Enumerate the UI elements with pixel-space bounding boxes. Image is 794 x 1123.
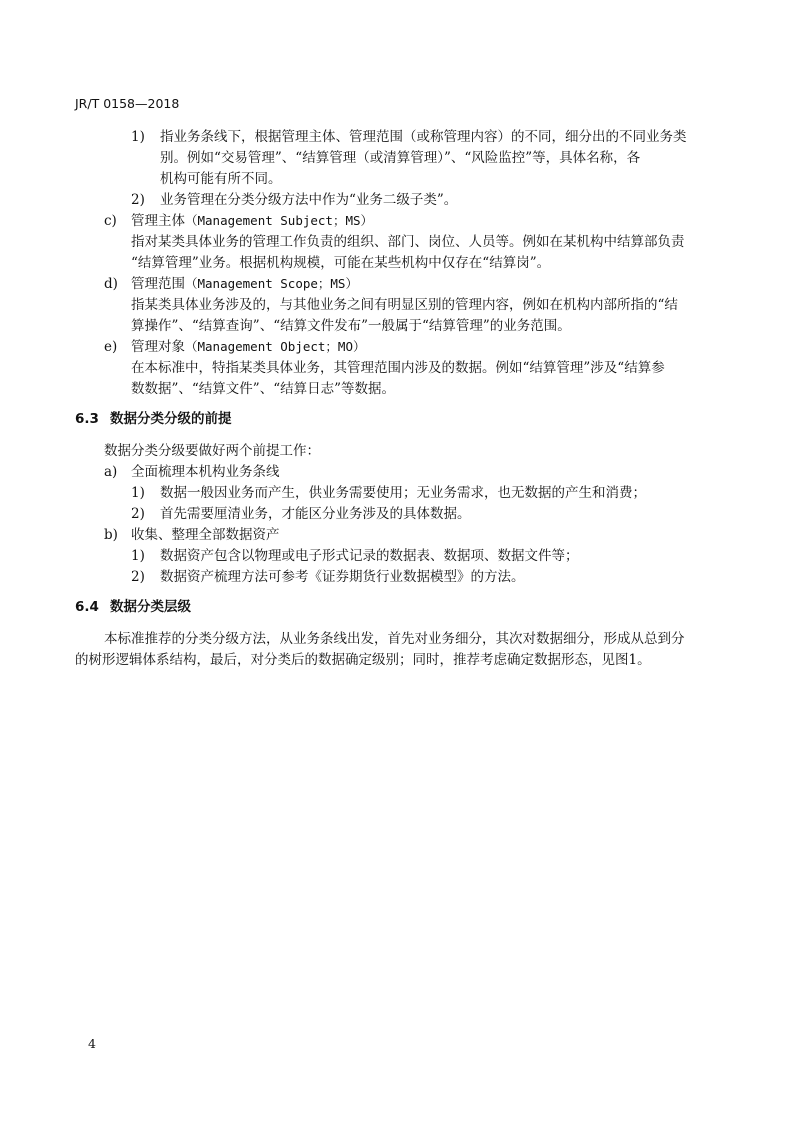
term-title [131,213,373,229]
list-item-title: 收集、整理全部数据资产 [131,527,280,543]
section-title: 数据分类层级 [110,599,191,615]
paragraph-line: 指某类具体业务涉及的，与其他业务之间有明显区别的管理内容，例如在机构内部所指的“结 [131,297,678,313]
section-number: 6.3 [75,411,99,427]
term-en: （Management Object；MO） [185,339,366,354]
paragraph-line: 数据一般因业务而产生，供业务需要使用；无业务需求，也无数据的产生和消费； [160,485,646,501]
paragraph-line: 首先需要厘清业务，才能区分业务涉及的具体数据。 [160,506,471,522]
term-zh: 管理范围 [131,276,185,292]
term-zh: 管理对象 [131,339,185,355]
document-code-header: JR/T 0158—2018 [75,96,180,111]
paragraph-line: 数数据”、“结算文件”、“结算日志”等数据。 [131,381,396,397]
list-item-title: 全面梳理本机构业务条线 [131,464,280,480]
paragraph-line: 的树形逻辑体系结构，最后，对分类后的数据确定级别；同时，推荐考虑确定数据形态，见图1。 [75,652,651,668]
list-item-number: 1) [131,129,145,145]
list-item-number: 2) [131,192,145,208]
list-item-letter: d) [104,276,118,292]
list-item-number: 1) [131,548,145,564]
paragraph-line: 指对某类具体业务的管理工作负责的组织、部门、岗位、人员等。例如在某机构中结算部负责 [131,234,685,250]
list-item-number: 2) [131,569,145,585]
term-title [131,339,366,355]
term-zh: 管理主体 [131,213,185,229]
paragraph-line: 在本标准中，特指某类具体业务，其管理范围内涉及的数据。例如“结算管理”涉及“结算参 [131,360,665,376]
paragraph-line: 机构可能有所不同。 [160,171,282,187]
section-number: 6.4 [75,599,99,615]
paragraph-line: 数据分类分级要做好两个前提工作： [104,443,320,459]
list-item-letter: e) [104,339,118,355]
paragraph-line: 本标准推荐的分类分级方法，从业务条线出发，首先对业务细分，其次对数据细分，形成从总到分 [104,631,685,647]
term-en: （Management Subject；MS） [185,213,374,228]
paragraph-line: 数据资产包含以物理或电子形式记录的数据表、数据项、数据文件等； [160,548,579,564]
term-en: （Management Scope；MS） [185,276,358,291]
paragraph-line: 数据资产梳理方法可参考《证券期货行业数据模型》的方法。 [160,569,525,585]
list-item-letter: c) [104,213,117,229]
paragraph-line: 指业务条线下，根据管理主体、管理范围（或称管理内容）的不同，细分出的不同业务类 [160,129,687,145]
paragraph-line: “结算管理”业务。根据机构规模，可能在某些机构中仅存在“结算岗”。 [131,255,551,271]
paragraph-line: 算操作”、“结算查询”、“结算文件发布”一般属于“结算管理”的业务范围。 [131,318,571,334]
list-item-number: 1) [131,485,145,501]
section-title: 数据分类分级的前提 [110,411,232,427]
paragraph-line: 别。例如“交易管理”、“结算管理（或清算管理）”、“风险监控”等，具体名称，各 [160,150,641,166]
page-number: 4 [88,1036,96,1051]
list-item-letter: b) [104,527,118,543]
list-item-number: 2) [131,506,145,522]
term-title [131,276,358,292]
list-item-letter: a) [104,464,118,480]
paragraph-line: 业务管理在分类分级方法中作为“业务二级子类”。 [160,192,458,208]
